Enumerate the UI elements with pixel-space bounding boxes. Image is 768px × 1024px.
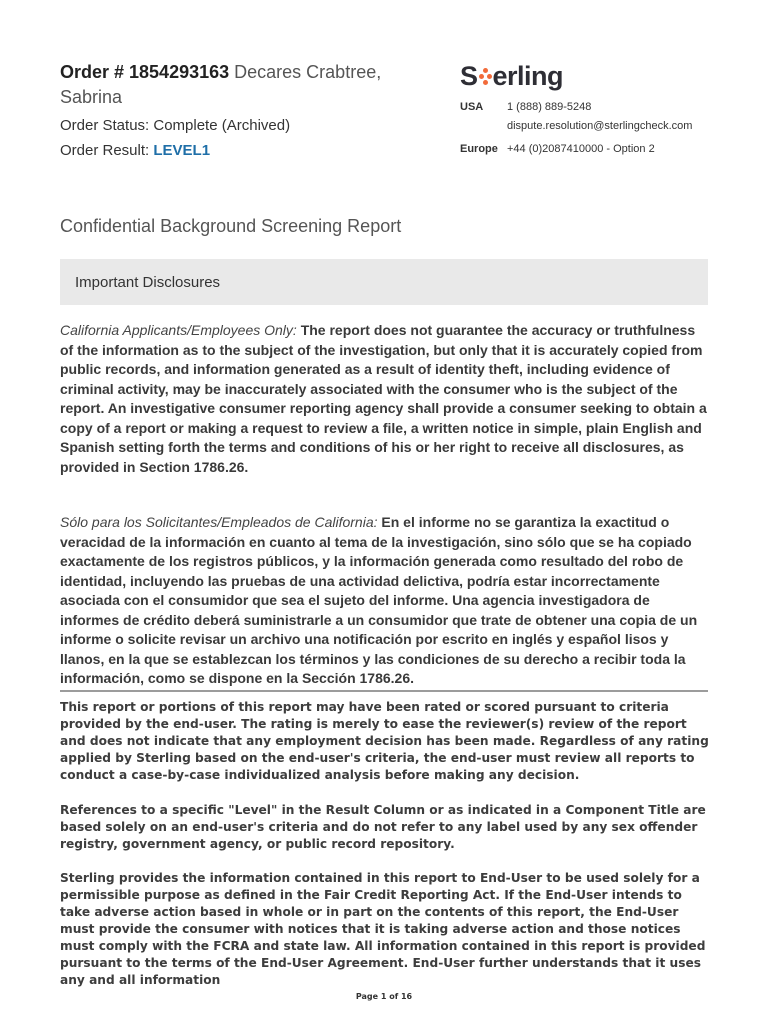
applicant-name-line1: Decares Crabtree, — [234, 62, 382, 82]
section-divider — [60, 690, 708, 692]
contact-label-usa: USA — [460, 101, 484, 113]
usa-phone[interactable]: 1 (888) 889-5248 — [507, 101, 592, 113]
contact-label-europe: Europe — [460, 143, 498, 155]
europe-phone[interactable]: +44 (0)2087410000 - Option 2 — [507, 143, 655, 155]
fcra-notice: Sterling provides the information contained in this report to End-User to be used solely for a permissible purpose as defined in the Fair Credit Reporting Act. If the End-User intends to take adverse action based in whole or in part on the contents of this report, the End-User must provide the consumer with notices that it is taking adverse action and those notices must comply with the FCRA and state law. All information contained in this report is provided pursuant to the terms of the End-User Agreement. End-User further understands that it uses any and all information — [60, 871, 706, 987]
order-result-label: Order Result: — [60, 142, 150, 159]
applicant-name-line2: Sabrina — [60, 87, 123, 107]
contact-block — [460, 60, 750, 159]
order-header — [60, 60, 420, 161]
contact-table — [460, 98, 750, 159]
level-notice: References to a specific "Level" in the Result Column or as indicated in a Component Title are based solely on an end-user's criteria and do not refer to any label used by any sex offender registry, government agency, or public record repository. — [60, 803, 706, 851]
spanish-disclosure — [60, 513, 710, 689]
contact-row-europe — [460, 140, 750, 159]
logo-text-prefix: S — [460, 60, 478, 91]
order-result — [60, 141, 420, 161]
section-header — [60, 259, 708, 305]
usa-email[interactable]: dispute.resolution@sterlingcheck.com — [507, 120, 693, 132]
rating-notice: This report or portions of this report may have been rated or scored pursuant to criteria provided by the end-user. The rating is merely to ease the reviewer(s) review of the report and does not indicate that any employment decision has been made. Regardless of any rating applied by Sterling based on the end-user's criteria, the end-user must review all reports to conduct a case-by-case individualized analysis before making any decision. — [60, 700, 709, 782]
page-indicator: Page 1 of 16 — [355, 992, 413, 1001]
report-title: Confidential Background Screening Report — [60, 216, 402, 236]
order-status-value: Complete (Archived) — [153, 117, 291, 134]
california-text: The report does not guarantee the accuracy or truthfulness of the information as to the subject of the investigation, but only that it is accurately copied from public records, and information generated as a result of identity theft, including evidence of criminal activity, may be inaccurately associated with the consumer who is the subject of the report. An investigative consumer reporting agency shall provide a consumer seeking to obtain a copy of a report or making a request to review a file, a written notice in simple, plain English and Spanish setting forth the terms and conditions of his or her right to receive all disclosures, as provided in Section 1786.26. — [60, 322, 707, 475]
california-disclosure — [60, 321, 710, 477]
order-status-label: Order Status: — [60, 117, 150, 134]
order-result-value: LEVEL1 — [153, 142, 211, 159]
logo-dots-icon — [479, 66, 492, 86]
logo-text-suffix: erling — [492, 60, 564, 91]
order-number: Order # 1854293163 — [60, 62, 230, 82]
spanish-text: En el informe no se garantiza la exactitud o veracidad de la información en cuanto al tema de la investigación, sino sólo que se ha copiado exactamente de los registros públicos, y la información generada como resultado del robo de identidad, incluyendo las pruebas de una actividad delictiva, podría estar incorrectamente asociada con el consumidor que sea el sujeto del informe. Una agencia investigadora de informes de crédito deberá suministrarle a un consumidor que trate de obtener una copia de un informe o solicite revisar un archivo una notificación por escrito en inglés y español lisos y llanos, en la que se establezcan los términos y las condiciones de su derecho a recibir toda la información, como se dispone en la Sección 1786.26. — [60, 514, 698, 686]
contact-row-usa — [460, 98, 750, 136]
california-lead: California Applicants/Employees Only: — [60, 322, 297, 338]
sterling-logo — [460, 60, 750, 92]
spanish-lead: Sólo para los Solicitantes/Empleados de California: — [60, 514, 378, 530]
section-header-label: Important Disclosures — [75, 273, 221, 291]
order-title — [60, 60, 420, 110]
order-status — [60, 116, 420, 136]
